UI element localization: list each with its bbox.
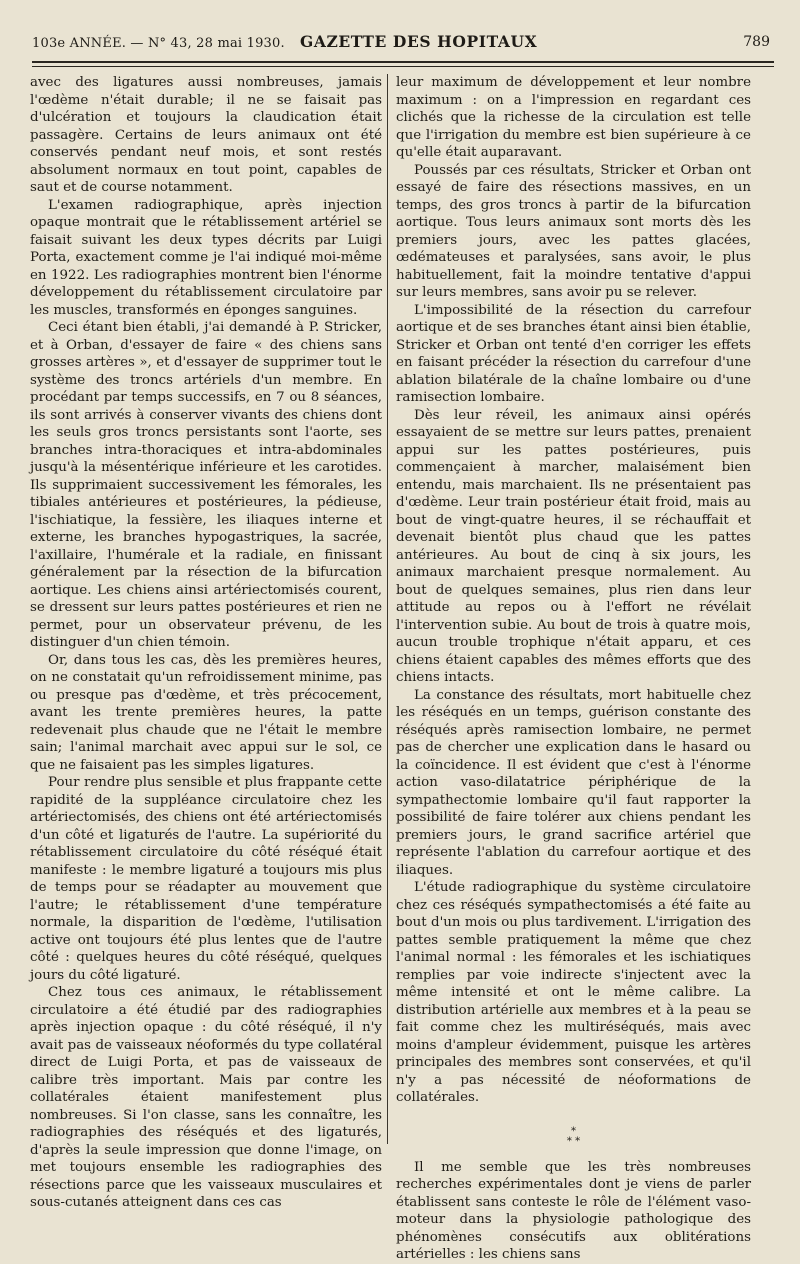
paragraph: Dès leur réveil, les animaux ainsi opérés essayaient de se mettre sur leurs pattes, prenaient appui sur les pattes postérieures, puis commençaient à marcher, malaisément bien entendu, mais marchaient. Ils ne présentaient pas d'œdème. Leur train postérieur était froid, mais au bout de vingt-quatre heures, il se réchauffait et devenait bientôt plus chaud que les pattes antérieures. Au bout de cinq à six jours, les animaux marchaient presque normalement. Au bout de quelques semaines, plus rien dans leur attitude au repos ou à l'effort ne révélait l'intervention subie. Au bout de trois à quatre mois, aucun trouble trophique n'était apparu, et ces chiens étaient capables des mêmes efforts que des chiens intacts. bbox=[396, 407, 751, 685]
header-rule-thin bbox=[32, 66, 774, 67]
paragraph: leur maximum de développement et leur nombre maximum : on a l'impression en regardant ces clichés que la richesse de la circulation est telle que l'irrigation du membre est bien supérieure à ce qu'elle était auparavant. bbox=[396, 75, 751, 160]
page-number: 789 bbox=[743, 34, 770, 50]
paragraph: La constance des résultats, mort habituelle chez les réséqués en un temps, guérison constante des réséqués après ramisection lombaire, ne permet pas de chercher une explication dans le hasard ou la coïncidence. Il est évident que c'est à l'énorme action vaso-dilatatrice périphérique de la sympathectomie lombaire qu'il faut rapporter la possibilité de faire tolérer aux chiens pendant les premiers jours, le grand sacrifice artériel que représente l'ablation du carrefour aortique et des iliaques. bbox=[396, 687, 751, 878]
paragraph: Pour rendre plus sensible et plus frappante cette rapidité de la suppléance circulatoire chez les artériectomisés, des chiens ont été artériectomisés d'un côté et ligaturés de l'autre. La supériorité du rétablissement circulatoire du côté réséqué était manifeste : le membre ligaturé a toujours mis plus de temps pour se réadapter au mouvement que l'autre; le rétablissement d'une température normale, la disparition de l'œdème, l'utilisation active ont toujours été plus lentes que de l'autre côté : quelques heures du côté réséqué, quelques jours du côté ligaturé. bbox=[30, 775, 382, 983]
running-header bbox=[0, 30, 800, 58]
section-separator: * * * bbox=[566, 1125, 581, 1147]
paragraph: L'impossibilité de la résection du carrefour aortique et de ses branches étant ainsi bien établie, Stricker et Orban ont tenté d'en corriger les effets en faisant précéder la résection du carrefour d'une ablation bilatérale de la chaîne lombaire ou d'une ramisection lombaire. bbox=[396, 302, 751, 405]
paragraph: avec des ligatures aussi nombreuses, jamais l'œdème n'était durable; il ne se faisait pas d'ulcération et toujours la claudication était passagère. Certains de leurs animaux ont été conservés pendant neuf mois, et sont restés absolument normaux en tout point, capables de saut et de course notamment. bbox=[30, 75, 382, 195]
paragraph: Il me semble que les très nombreuses recherches expérimentales dont je viens de parler établissent sans conteste le rôle de l'élément vaso-moteur dans la physiologie pathologique des phénomènes consécutifs aux oblitérations artérielles : les chiens sans bbox=[396, 1159, 751, 1262]
right-column bbox=[396, 74, 751, 1264]
paragraph: Or, dans tous les cas, dès les premières heures, on ne constatait qu'un refroidissement minime, pas ou presque pas d'œdème, et très précocement, avant les trente premières heures, la patte redevenait plus chaude que ne l'était le membre sain; l'animal marchait avec appui sur le sol, ce que ne faisaient pas les simples ligatures. bbox=[30, 652, 382, 773]
paragraph: Poussés par ces résultats, Stricker et Orban ont essayé de faire des résections massives, en un temps, des gros troncs à partir de la bifurcation aortique. Tous leurs animaux sont morts dès les premiers jours, avec les pattes glacées, œdémateuses et paralysées, sans avoir, le plus habituellement, fait la moindre tentative d'appui sur leurs membres, sans avoir pu se relever. bbox=[396, 162, 751, 300]
paragraph: Chez tous ces animaux, le rétablissement circulatoire a été étudié par des radiographies après injection opaque : du côté réséqué, il n'y avait pas de vaisseaux néoformés du type collatéral direct de Luigi Porta, et pas de vaisseaux de calibre très important. Mais par contre les collatérales étaient manifestement plus nombreuses. Si l'on classe, sans les connaître, les radiographies des réséqués et des ligaturés, d'après la seule impression que donne l'image, on met toujours ensemble les radiographies des résections parce que les vaisseaux musculaires et sous-cutanés atteignent dans ces cas bbox=[30, 985, 382, 1210]
column-divider bbox=[387, 74, 388, 1144]
issue-info: 103e ANNÉE. — N° 43, 28 mai 1930. bbox=[32, 36, 285, 51]
paragraph: L'examen radiographique, après injection opaque montrait que le rétablissement artériel se faisait suivant les deux types décrits par Luigi Porta, exactement comme je l'ai indiqué moi-même en 1922. Les radiographies montrent bien l'énorme développement du rétablissement circulatoire par les muscles, transformés en éponges sanguines. bbox=[30, 197, 382, 318]
paragraph: Ceci étant bien établi, j'ai demandé à P. Stricker, et à Orban, d'essayer de faire « des chiens sans grosses artères », et d'essayer de supprimer tout le système des troncs artériels d'un membre. En procédant par temps successifs, en 7 ou 8 séances, ils sont arrivés à conserver vivants des chiens dont les seuls gros troncs persistants sont l'aorte, ses branches intra-thoraciques et intra-abdominales jusqu'à la mésentérique inférieure et les carotides. Ils supprimaient successivement les fémorales, les tibiales antérieures et postérieures, la pédieuse, l'ischiatique, la fessière, les iliaques interne et externe, les branches hypogastriques, la sacrée, l'axillaire, l'humérale et la radiale, en finissant généralement par la résection de la bifurcation aortique. Les chiens ainsi artériectomisés courent, se dressent sur leurs pattes postérieures et rien ne permet, pour un observateur prévenu, de les distinguer d'un chien témoin. bbox=[30, 320, 382, 650]
paragraph: L'étude radiographique du système circulatoire chez ces réséqués sympathectomisés a été faite au bout d'un mois ou plus tardivement. L'irrigation des pattes semble pratiquement la même que chez l'animal normal : les fémorales et les ischiatiques remplies par voie indirecte s'injectent avec la même intensité et ont le même calibre. La distribution artérielle aux membres et à la peau se fait comme chez les multiréséqués, mais avec moins d'ampleur évidemment, puisque les artères principales des membres sont conservées, et qu'il n'y a pas nécessité de néoformations de collatérales. bbox=[396, 880, 751, 1105]
left-column bbox=[30, 74, 382, 1212]
journal-title: GAZETTE DES HOPITAUX bbox=[300, 32, 538, 51]
header-rule-thick bbox=[32, 61, 774, 63]
